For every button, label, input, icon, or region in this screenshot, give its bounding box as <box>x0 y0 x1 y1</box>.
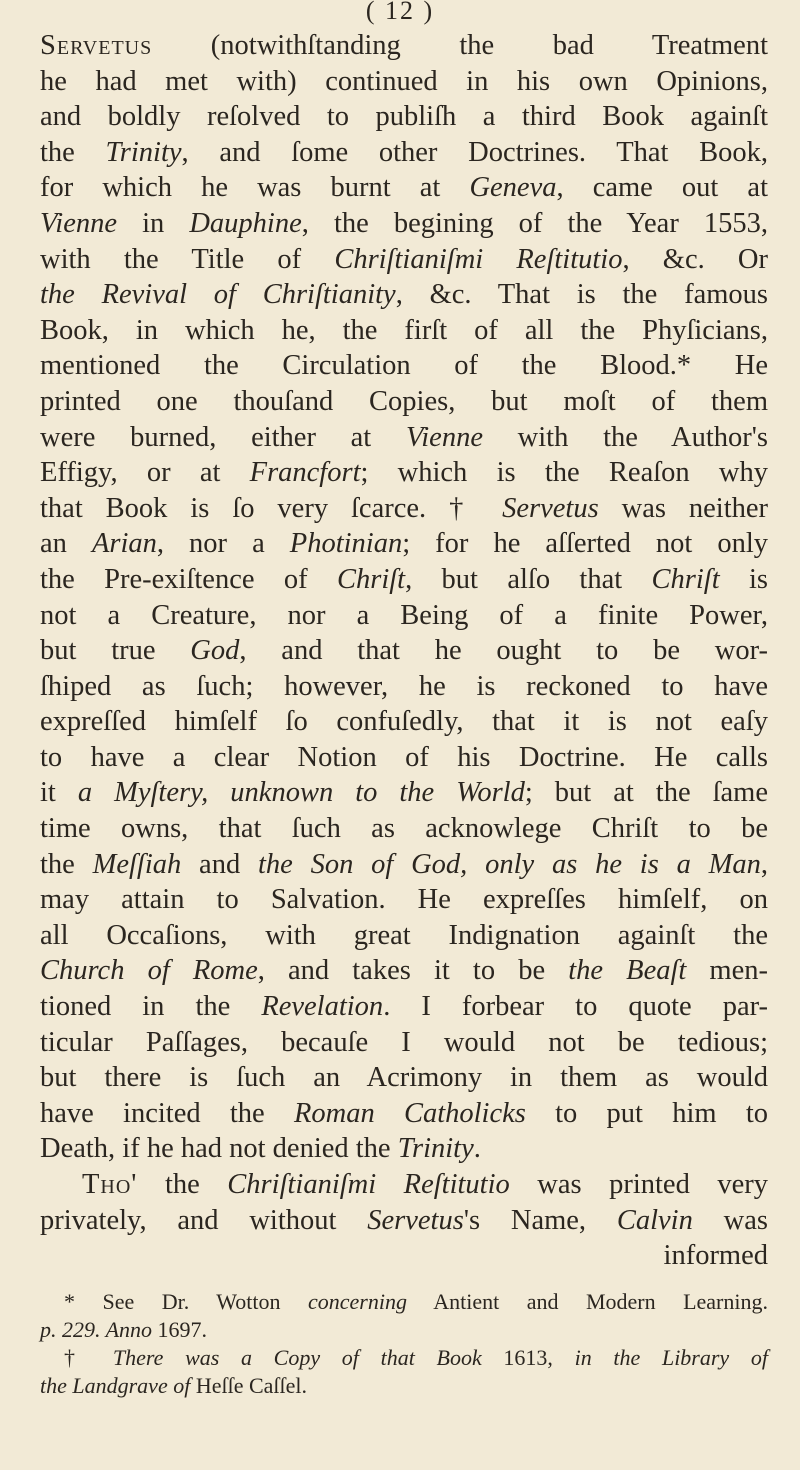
text-run: the <box>40 848 93 880</box>
text-run: , &c. Or <box>622 243 769 275</box>
italic-text: Vienne <box>405 421 483 453</box>
italic-text: the Beaſt <box>568 955 687 987</box>
text-line <box>40 989 768 1025</box>
text-run: with the Author's <box>482 421 768 453</box>
text-run: , and takes it to be <box>257 955 569 987</box>
text-run: 's Name, <box>463 1204 617 1236</box>
text-run: Book, in which he, the firſt of all the Phyſicians, <box>40 314 768 346</box>
text-run: Tho' <box>82 1169 138 1200</box>
text-line <box>40 811 768 847</box>
text-run: . I forbear to quote par- <box>383 991 768 1023</box>
text-run: , &c. That is the famous <box>395 279 768 311</box>
text-run: (notwithſtanding the bad Treatment <box>152 30 768 61</box>
italic-text: Church of Rome <box>40 955 258 987</box>
italic-text: Trinity <box>397 1133 474 1165</box>
italic-text: God <box>190 635 240 667</box>
footnote-line <box>40 1344 768 1372</box>
text-run: Death, if he had not denied the <box>40 1133 398 1165</box>
text-run: time owns, that ſuch as acknowlege Chriſt to be <box>40 813 768 845</box>
text-line <box>40 64 768 100</box>
text-run: in <box>117 207 190 239</box>
italic-text: Revelation <box>261 991 384 1023</box>
text-run: , nor a <box>156 528 290 560</box>
text-run: , the begining of the Year 1553, <box>301 207 769 239</box>
text-run: was printed very <box>509 1169 768 1200</box>
text-run: to put him to <box>525 1097 768 1129</box>
text-line <box>40 242 768 278</box>
text-line <box>40 277 768 313</box>
text-line <box>40 775 768 811</box>
text-line <box>40 1238 768 1274</box>
text-line <box>40 384 768 420</box>
italic-text: Trinity <box>105 136 182 168</box>
text-run: may attain to Salvation. He expreſſes himſelf, on <box>40 884 768 916</box>
text-run: , but alſo that <box>405 563 652 595</box>
text-run: , and ſome other Doctrines. That Book, <box>181 136 768 168</box>
italic-text: Servetus <box>367 1204 464 1236</box>
italic-text: Meſſiah <box>92 848 182 880</box>
text-line <box>40 348 768 384</box>
italic-text: Francfort <box>249 457 361 489</box>
footnote-line <box>40 1288 768 1316</box>
text-line <box>40 953 768 989</box>
text-run: it <box>40 777 78 809</box>
footnote-line <box>40 1316 768 1344</box>
italic-text: Chriſtianiſmi Reſtitutio <box>334 243 623 275</box>
text-run: an <box>40 528 92 560</box>
text-run: were burned, either at <box>40 421 406 453</box>
text-run: for which he was burnt at <box>40 172 470 204</box>
italic-text: There was a Copy of that Book <box>112 1345 482 1370</box>
italic-text: in the Library of <box>574 1345 768 1370</box>
text-run: ; but at the ſame <box>524 777 769 809</box>
italic-text: the Landgrave of <box>40 1373 191 1398</box>
text-run: all Occaſions, with great Indignation againſt the <box>40 919 768 951</box>
italic-text: Vienne <box>40 207 118 239</box>
text-run: expreſſed himſelf ſo confuſedly, that it is not eaſy <box>40 706 768 738</box>
text-run: that Book is ſo very ſcarce. † <box>40 492 503 524</box>
text-run: Heſſe Caſſel. <box>190 1373 308 1398</box>
text-run: men- <box>686 955 768 987</box>
text-run: ; for he aſſerted not only <box>402 528 769 560</box>
body-text <box>40 28 768 1274</box>
text-line <box>40 1025 768 1061</box>
italic-text: the Son of God, only as he is a Man <box>258 848 761 880</box>
footnotes <box>40 1288 768 1400</box>
text-line <box>40 28 768 64</box>
text-line <box>40 633 768 669</box>
text-line <box>40 847 768 883</box>
text-run: not a Creature, nor a Being of a finite Power, <box>40 599 768 631</box>
text-run: but true <box>40 635 191 667</box>
text-line <box>40 918 768 954</box>
italic-text: concerning <box>308 1289 407 1314</box>
text-run: . <box>473 1133 481 1165</box>
text-run: was neither <box>598 492 769 524</box>
italic-text: Geneva <box>469 172 557 204</box>
text-run: ſhiped as ſuch; however, he is reckoned to have <box>40 670 768 702</box>
italic-text: Chriſtianiſmi Reſtitutio <box>227 1169 510 1200</box>
text-line <box>40 170 768 206</box>
text-line <box>40 491 768 527</box>
text-run: mentioned the Circulation of the Blood.* He <box>40 350 768 382</box>
text-run: 1697. <box>152 1317 208 1342</box>
text-line <box>40 526 768 562</box>
text-run: was <box>692 1204 768 1236</box>
italic-text: p. 229. Anno <box>40 1317 153 1342</box>
text-run: but there is ſuch an Acrimony in them as would <box>40 1062 768 1094</box>
text-line <box>40 704 768 740</box>
text-line <box>40 669 768 705</box>
text-run: and <box>181 848 258 880</box>
page-number: ( 12 ) <box>365 0 435 25</box>
text-run: he had met with) continued in his own Opinions, <box>40 65 768 97</box>
text-line <box>40 135 768 171</box>
text-line <box>40 598 768 634</box>
text-line <box>40 99 768 135</box>
text-line <box>40 313 768 349</box>
text-line <box>40 206 768 242</box>
italic-text: Servetus <box>502 492 599 524</box>
footnote-line <box>40 1372 768 1400</box>
text-run: Effigy, or at <box>40 457 250 489</box>
text-run: informed <box>663 1240 768 1272</box>
text-line <box>40 1131 768 1167</box>
text-run: privately, and without <box>40 1204 368 1236</box>
italic-text: Roman Catholicks <box>293 1097 526 1129</box>
italic-text: Photinian <box>289 528 403 560</box>
text-run: ; which is the Reaſon why <box>360 457 768 489</box>
italic-text: Chriſt <box>651 563 720 595</box>
text-run: ticular Paſſages, becauſe I would not be tedious; <box>40 1026 768 1058</box>
italic-text: a Myſtery, unknown to the World <box>77 777 525 809</box>
text-run: Antient and Modern Learning. <box>406 1289 768 1314</box>
text-line <box>40 1060 768 1096</box>
text-run: and boldly reſolved to publiſh a third Book againſt <box>40 101 768 133</box>
text-line <box>40 1096 768 1132</box>
italic-text: the Revival of Chriſtianity <box>40 279 396 311</box>
text-run: have incited the <box>40 1097 294 1129</box>
italic-text: Calvin <box>616 1204 693 1236</box>
italic-text: Arian <box>91 528 157 560</box>
text-run: 1613, <box>481 1345 575 1370</box>
text-run: the Pre-exiſtence of <box>40 563 337 595</box>
text-line <box>40 420 768 456</box>
text-line <box>40 455 768 491</box>
text-run: Servetus <box>40 30 153 61</box>
text-run: printed one thouſand Copies, but moſt of them <box>40 385 768 417</box>
text-run: is <box>719 563 768 595</box>
text-run: , came out at <box>556 172 768 204</box>
text-line <box>40 740 768 776</box>
text-run: † <box>64 1345 113 1370</box>
text-line <box>40 562 768 598</box>
italic-text: Chriſt <box>336 563 406 595</box>
text-run: the <box>40 136 106 168</box>
text-run: * See Dr. Wotton <box>64 1289 309 1314</box>
text-line <box>40 1203 768 1239</box>
text-run: tioned in the <box>40 991 262 1023</box>
text-run: , <box>760 848 768 880</box>
italic-text: Dauphine <box>189 207 302 239</box>
text-run: to have a clear Notion of his Doctrine. He calls <box>40 741 768 773</box>
text-run: , and that he ought to be wor- <box>239 635 768 667</box>
text-line <box>40 1167 768 1203</box>
text-run: the <box>137 1169 228 1200</box>
text-run: with the Title of <box>40 243 335 275</box>
text-line <box>40 882 768 918</box>
